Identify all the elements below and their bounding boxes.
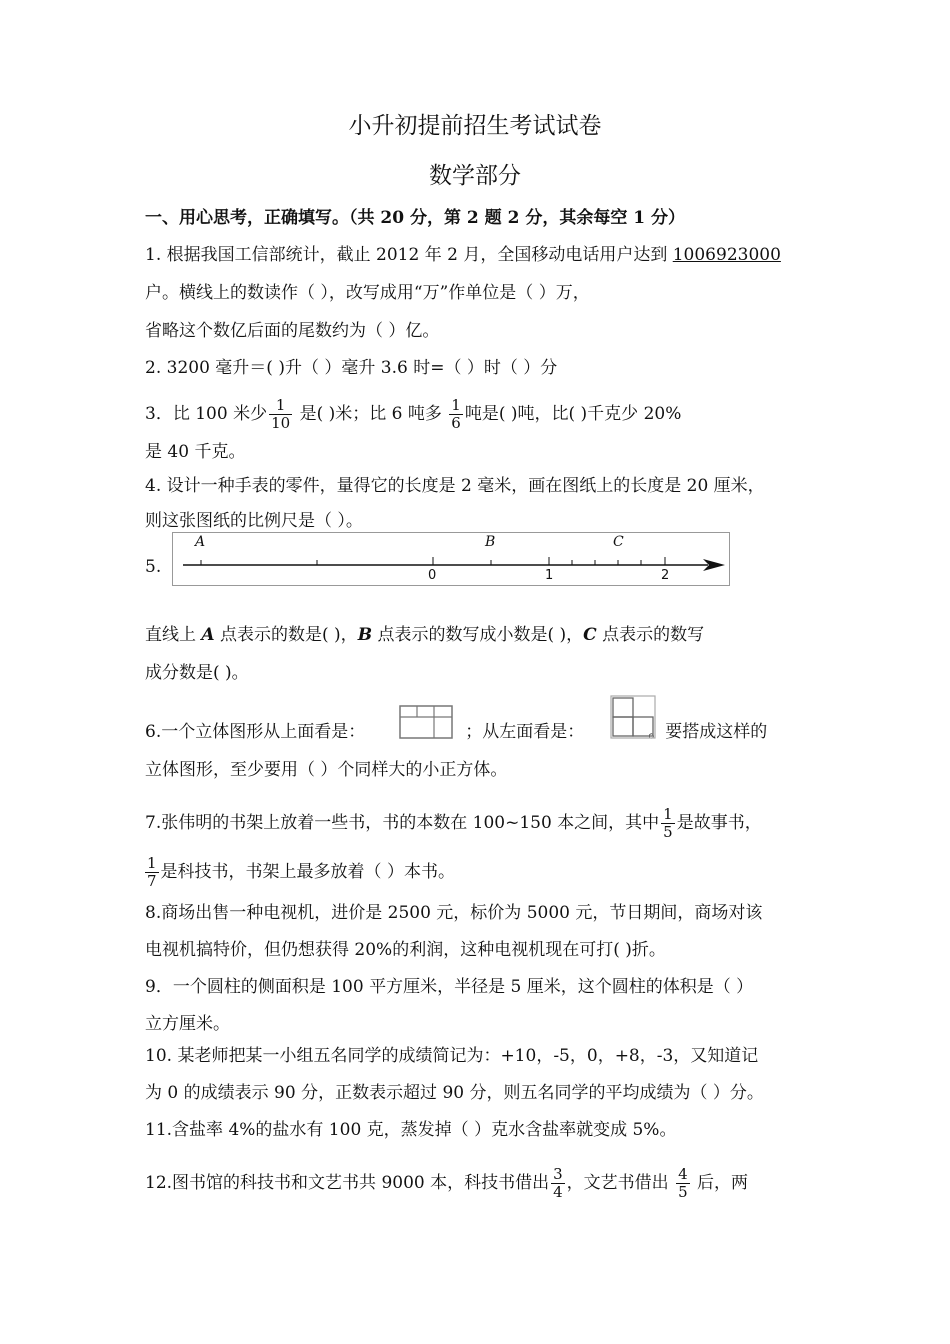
q3-text-b: 是( )米；比 6 吨多: [294, 404, 448, 424]
q12-fraction-2: [676, 1166, 690, 1201]
left-view-cell: [613, 698, 633, 717]
q3-fraction-1-numerator: 1: [269, 397, 292, 415]
q5-text-a: 直线上: [145, 625, 202, 645]
q5-text-d: 点表示的数写: [596, 625, 705, 645]
q7-fraction-2: [145, 855, 159, 890]
point-a-label: A: [195, 534, 206, 550]
q6-text-a: 6.一个立体图形从上面看是：: [145, 722, 366, 742]
question-1-line-3: 省略这个数亿后面的尾数约为（ ）亿。: [145, 321, 440, 341]
question-8-line-1: 8.商场出售一种电视机，进价是 2500 元，标价为 5000 元，节日期间，商场对该: [145, 903, 763, 923]
question-1-line-1: [145, 244, 781, 266]
q3-fraction-2-numerator: 1: [451, 396, 461, 414]
top-view-outline: [400, 706, 452, 738]
point-c-label: C: [613, 534, 624, 550]
q7-text-b: 是故事书，: [676, 813, 762, 833]
q6-text-b: ；从左面看是：: [465, 722, 585, 742]
page-subtitle: 数学部分: [429, 163, 521, 189]
question-2: 2. 3200 毫升＝( )升（ ）毫升 3.6 时=（ ）时（ ）分: [145, 358, 558, 378]
question-8-line-2: 电视机搞特价，但仍想获得 20%的利润，这种电视机现在可打( )折。: [145, 940, 666, 960]
question-11: 11.含盐率 4%的盐水有 100 克，蒸发掉（ ）克水含盐率就变成 5%。: [145, 1120, 677, 1140]
q7-fraction-1-denominator: 5: [663, 823, 673, 841]
question-7-line-1: [145, 806, 762, 841]
number-line-svg: [173, 533, 729, 585]
question-6-line-2: 立体图形，至少要用（ ）个同样大的小正方体。: [145, 760, 508, 780]
q12-fraction-1-numerator: 3: [553, 1165, 563, 1183]
q12-text-c: 后，两: [691, 1173, 749, 1193]
q5-point-a: A: [201, 625, 215, 645]
question-1-line-2: 户。横线上的数读作（ ），改写成用“万”作单位是（ ）万，: [145, 283, 590, 303]
q1-text-a: 1. 根据我国工信部统计，截止 2012 年 2 月，全国移动电话用户达到: [145, 245, 673, 265]
q3-fraction-1-denominator: 10: [271, 414, 291, 432]
q1-underlined-number: 1006923000: [672, 245, 781, 265]
question-10-line-1: 10. 某老师把某一小组五名同学的成绩简记为：+10，-5，0，+8，-3，又知道记: [145, 1046, 759, 1066]
question-9-line-1: 9．一个圆柱的侧面积是 100 平方厘米，半径是 5 厘米，这个圆柱的体积是（ ）: [145, 977, 754, 997]
tick-label-1: 1: [545, 568, 554, 583]
number-line-figure: [172, 532, 730, 586]
question-5-number: 5.: [145, 557, 162, 577]
tick-label-2: 2: [661, 568, 670, 583]
q3-fraction-1: [269, 397, 292, 432]
q12-fraction-1: [551, 1166, 565, 1201]
q12-fraction-2-numerator: 4: [678, 1165, 688, 1183]
q12-text-a: 12.图书馆的科技书和文艺书共 9000 本，科技书借出: [145, 1173, 550, 1193]
question-4-line-1: 4. 设计一种手表的零件，量得它的长度是 2 毫米，画在图纸上的长度是 20 厘米，: [145, 476, 765, 496]
section-heading: 一、用心思考，正确填写。（共 20 分，第 2 题 2 分，其余每空 1 分）: [145, 208, 685, 228]
q7-text-c: 是科技书，书架上最多放着（ ）本书。: [160, 862, 455, 882]
q3-fraction-2: [449, 397, 463, 432]
question-9-line-2: 立方厘米。: [145, 1014, 230, 1034]
q3-text-a: 3．比 100 米少: [145, 404, 268, 424]
q5-text-b: 点表示的数是( )，: [214, 625, 358, 645]
left-view-cell: [613, 717, 633, 736]
q12-text-b: ，文艺书借出: [566, 1173, 675, 1193]
q3-text-c: 吨是( )吨，比( )千克少 20%: [464, 404, 682, 424]
point-b-label: B: [485, 534, 496, 550]
q7-fraction-2-denominator: 7: [147, 872, 157, 890]
question-12-line-1: [145, 1166, 748, 1201]
question-10-line-2: 为 0 的成绩表示 90 分，正数表示超过 90 分，则五名同学的平均成绩为（ ）分。: [145, 1083, 764, 1103]
q5-point-b: B: [357, 625, 373, 645]
question-3-line-2: 是 40 千克。: [145, 442, 246, 462]
q3-fraction-2-denominator: 6: [451, 414, 461, 432]
tick-label-0: 0: [428, 568, 437, 583]
q12-fraction-2-denominator: 5: [678, 1183, 688, 1201]
q7-fraction-1-numerator: 1: [663, 805, 673, 823]
top-view-figure: [399, 705, 454, 741]
q7-fraction-2-numerator: 1: [147, 854, 157, 872]
question-5-line-2: 成分数是( )。: [145, 663, 249, 683]
q5-text-c: 点表示的数写成小数是( )，: [372, 625, 584, 645]
page-title: 小升初提前招生考试试卷: [348, 113, 602, 139]
question-6-line-1: [145, 721, 767, 743]
q7-text-a: 7.张伟明的书架上放着一些书，书的本数在 100~150 本之间，其中: [145, 813, 660, 833]
left-view-figure: [610, 695, 658, 741]
question-5-line-1: [145, 624, 704, 646]
question-7-line-2: [145, 855, 455, 890]
left-view-cell: [633, 717, 653, 736]
q6-text-c: 。要搭成这样的: [648, 722, 768, 742]
q5-point-c: C: [583, 625, 597, 645]
question-4-line-2: 则这张图纸的比例尺是（ ）。: [145, 511, 363, 531]
question-3-line-1: [145, 397, 681, 432]
q7-fraction-1: [661, 806, 675, 841]
q12-fraction-1-denominator: 4: [553, 1183, 563, 1201]
